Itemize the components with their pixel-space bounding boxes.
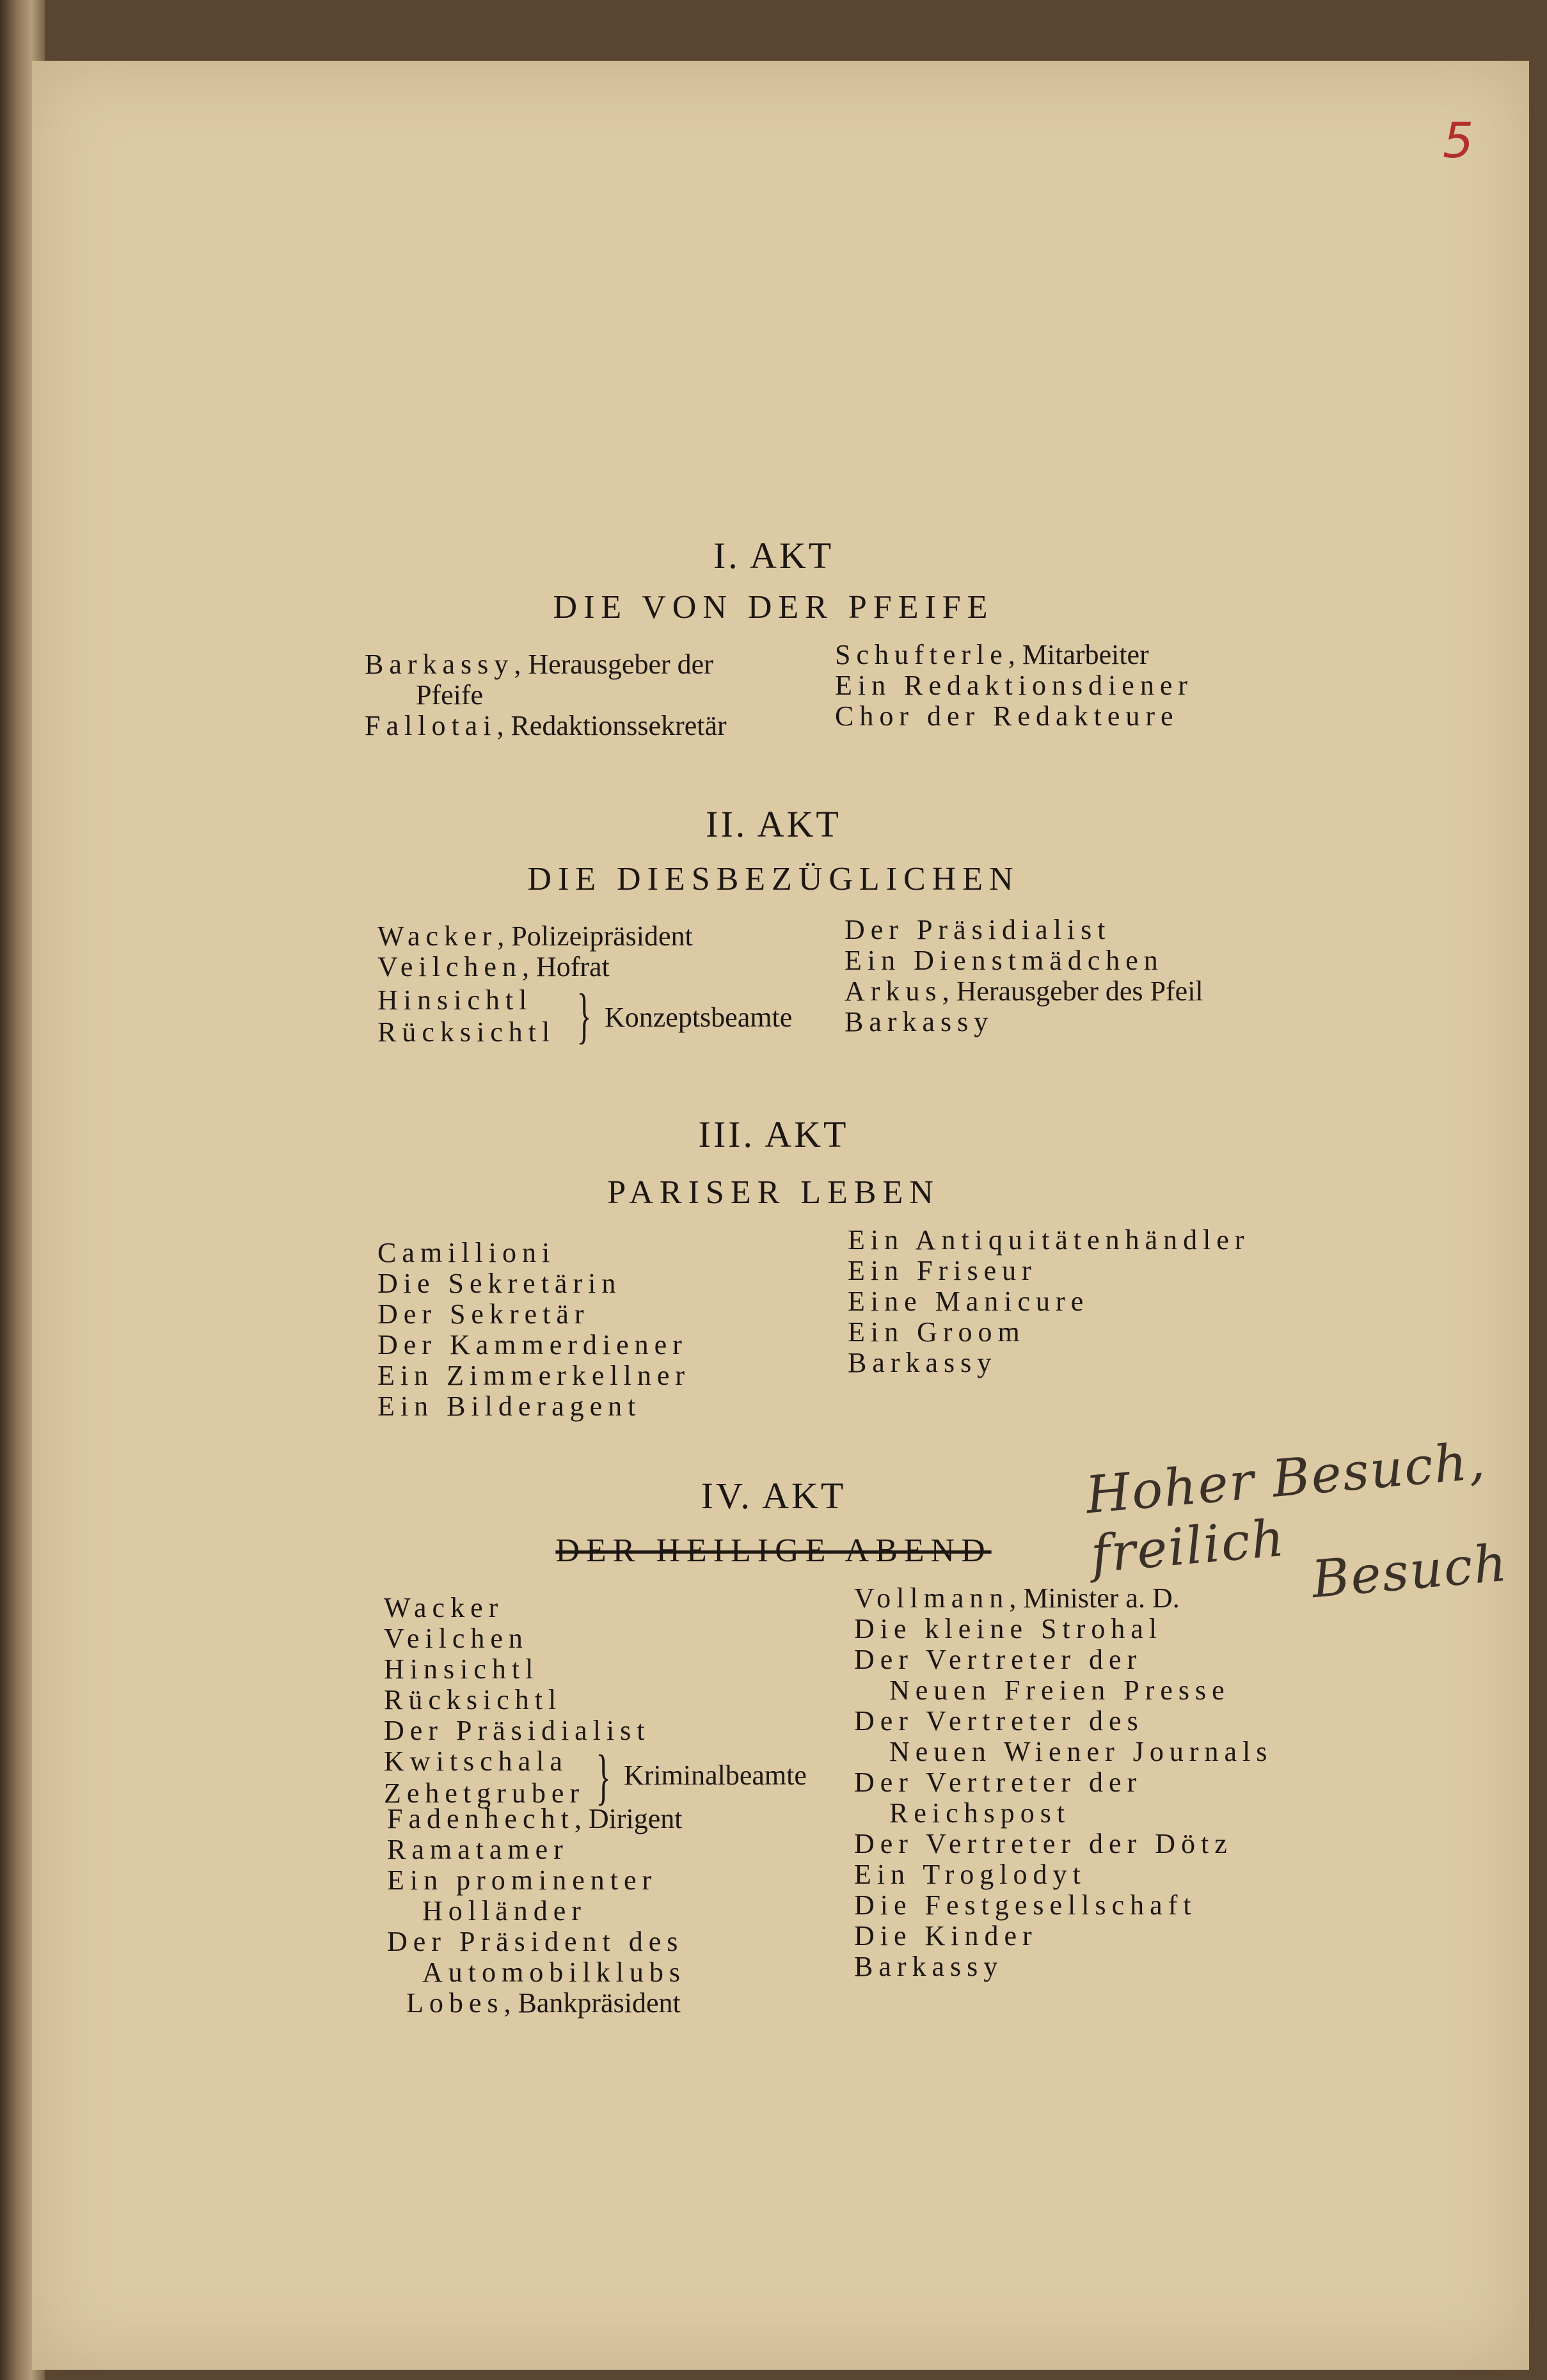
page-number: 5 bbox=[1443, 112, 1474, 169]
handwritten-note: Hoher Besuch, freilich bbox=[1083, 1431, 1488, 1584]
brace-label: Kriminalbeamte bbox=[624, 1760, 807, 1791]
act1-right-cast bbox=[835, 640, 1193, 732]
cast-name: Zehetgruber bbox=[384, 1777, 585, 1809]
act2-right-cast bbox=[845, 915, 1203, 1037]
act1-subtitle: DIE VON DER PFEIFE bbox=[553, 589, 994, 626]
cast-line: Fallotai, Redaktionssekretär bbox=[365, 710, 727, 741]
brace-glyph: } bbox=[596, 1742, 611, 1811]
act2-konzeptsbeamte-group bbox=[377, 981, 838, 1055]
cast-line: Ein prominenter bbox=[387, 1864, 658, 1896]
book-page bbox=[32, 61, 1529, 2370]
cast-line: Ein Groom bbox=[848, 1316, 1026, 1348]
act2-title: II. AKT bbox=[706, 803, 841, 845]
cast-line: Chor der Redakteure bbox=[835, 700, 1179, 732]
cast-line: Barkassy, Herausgeber der bbox=[365, 649, 713, 680]
act4-left-cast-bottom bbox=[387, 1804, 686, 2019]
cast-line: Barkassy bbox=[845, 1006, 994, 1037]
cast-line: Arkus, Herausgeber des Pfeil bbox=[845, 975, 1203, 1007]
cast-line: Die Sekretärin bbox=[377, 1268, 622, 1299]
cast-name: Kwitschala bbox=[384, 1746, 568, 1777]
act2-left-cast bbox=[377, 921, 693, 982]
act3-left-cast bbox=[377, 1238, 690, 1422]
cast-line: Der Präsidialist bbox=[384, 1715, 651, 1746]
act2-subtitle: DIE DIESBEZÜGLICHEN bbox=[527, 861, 1020, 897]
act4-right-cast bbox=[854, 1583, 1273, 1982]
cast-line: Die Festgesellschaft bbox=[854, 1889, 1197, 1921]
cast-line: Die kleine Strohal bbox=[854, 1613, 1163, 1644]
cast-line: Ein Antiquitätenhändler bbox=[848, 1224, 1250, 1256]
cast-line: Reichspost bbox=[889, 1797, 1071, 1829]
act4-title: IV. AKT bbox=[701, 1475, 846, 1517]
cast-line: Automobilklubs bbox=[422, 1957, 686, 1988]
cast-line: Ein Dienstmädchen bbox=[845, 945, 1164, 976]
cast-line: Barkassy bbox=[848, 1347, 997, 1378]
cast-line: Vollmann, Minister a. D. bbox=[854, 1582, 1180, 1614]
cast-line: Lobes, Bankpräsident bbox=[406, 1987, 681, 2019]
cast-line: Der Vertreter des bbox=[854, 1705, 1144, 1737]
cast-line: Der Vertreter der bbox=[854, 1767, 1143, 1798]
act3-title: III. AKT bbox=[698, 1114, 849, 1155]
cast-line: Der Kammerdiener bbox=[377, 1329, 688, 1360]
cast-line: Wacker, Polizeipräsident bbox=[377, 920, 693, 952]
cast-line: Pfeife bbox=[416, 679, 484, 711]
cast-line: Der Präsident des bbox=[387, 1926, 684, 1957]
cast-name: Rücksichtl bbox=[377, 1016, 556, 1048]
cast-line: Barkassy bbox=[854, 1951, 1004, 1982]
act1-title: I. AKT bbox=[713, 535, 834, 576]
handwritten-note: Besuch bbox=[1309, 1533, 1511, 1610]
cast-line: Hinsichtl bbox=[384, 1653, 539, 1685]
cast-line: Neuen Freien Presse bbox=[889, 1675, 1230, 1706]
cast-line: Ein Bilderagent bbox=[377, 1391, 642, 1422]
brace-label: Konzeptsbeamte bbox=[605, 1002, 793, 1033]
cast-line: Schufterle, Mitarbeiter bbox=[835, 639, 1149, 670]
cast-line: Ein Zimmerkellner bbox=[377, 1360, 690, 1391]
cast-line: Eine Manicure bbox=[848, 1286, 1090, 1317]
act4-left-cast-top bbox=[384, 1593, 651, 1746]
cast-line: Ein Friseur bbox=[848, 1255, 1037, 1286]
cast-line: Der Präsidialist bbox=[845, 914, 1111, 945]
cast-line: Holländer bbox=[422, 1895, 587, 1927]
act3-right-cast bbox=[848, 1225, 1250, 1378]
cast-line: Der Vertreter der bbox=[854, 1644, 1143, 1675]
cast-line: Der Sekretär bbox=[377, 1298, 590, 1330]
cast-line: Der Vertreter der Dötz bbox=[854, 1828, 1233, 1859]
cast-line: Veilchen, Hofrat bbox=[377, 951, 610, 982]
cast-line: Veilchen bbox=[384, 1623, 528, 1654]
cast-line: Ein Troglodyt bbox=[854, 1859, 1086, 1890]
cast-line: Rücksichtl bbox=[384, 1684, 562, 1715]
cast-line: Camillioni bbox=[377, 1237, 556, 1268]
act3-subtitle: PARISER LEBEN bbox=[607, 1174, 940, 1211]
cast-line: Ein Redaktionsdiener bbox=[835, 670, 1194, 701]
cast-line: Neuen Wiener Journals bbox=[889, 1736, 1273, 1767]
brace-glyph: } bbox=[576, 981, 592, 1050]
cast-line: Ramatamer bbox=[387, 1834, 569, 1865]
act1-left-cast bbox=[365, 649, 727, 741]
cast-line: Die Kinder bbox=[854, 1920, 1038, 1951]
cast-line: Wacker bbox=[384, 1592, 504, 1623]
cast-name: Hinsichtl bbox=[377, 984, 533, 1016]
cast-line: Fadenhecht, Dirigent bbox=[387, 1803, 683, 1834]
act4-subtitle-struck: DER HEILIGE ABEND bbox=[555, 1533, 992, 1569]
